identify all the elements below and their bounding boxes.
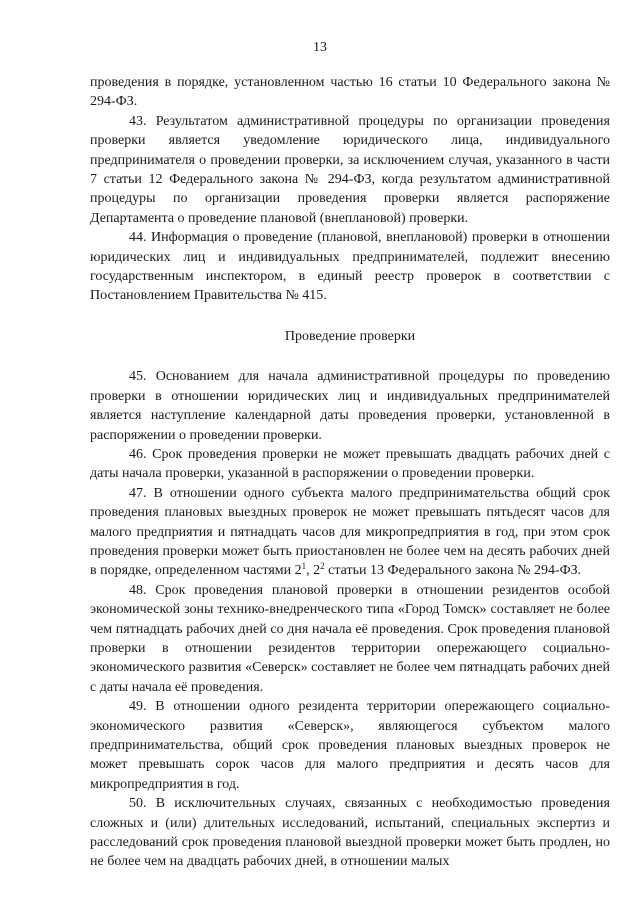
paragraph-47-part2: статьи 13 Федерального закона № 294-ФЗ.: [324, 563, 582, 579]
paragraph-continuation: проведения в порядке, установленном частью 16 статьи 10 Федерального закона № 294-ФЗ.: [90, 75, 610, 110]
superscript-1: 1: [301, 561, 307, 572]
paragraph-47-sep: , 2: [306, 563, 321, 579]
paragraph-46: 46. Срок проведения проверки не может превышать двадцать рабочих дней с даты начала проверки, указанной в распоряжении о проведении проверки.: [90, 446, 610, 482]
paragraph-44: 44. Информация о проведение (плановой, внеплановой) проверки в отношении юридических лиц и индивидуальных предпринимателей, подлежит внесению государственным инспектором, в единый реестр проверок в соответствии с Постановлением Правительства № 415.: [90, 230, 610, 304]
paragraph-49: 49. В отношении одного резидента территории опережающего социально-экономического развития «Северск», являющегося субъектом малого предпринимательства, общий срок проведения плановых выездных проверок не может превышать сорок часов для малого предприятия и десять часов для микропредприятия в год.: [90, 699, 610, 792]
paragraph-47-part1: 47. В отношении одного субъекта малого предпринимательства общий срок проведения плановых выездных проверок не может превышать пятьдесят часов для малого предприятия и пятнадцать часов для микропредприятия в год, при этом срок проведения проверки может быть приостановлен не более чем на десять рабочих дней в порядке, определенном частями 2: [90, 485, 610, 579]
paragraph-48: 48. Срок проведения плановой проверки в отношении резидентов особой экономической зоны технико-внедренческого типа «Город Томск» составляет не более чем пятнадцать рабочих дней со дня начала её проведения. Срок проведения плановой проверки в отношении резидентов территории опережающего социально-экономического развития «Северск» составляет не более чем пятнадцать рабочих дней с даты начала её проведения.: [90, 582, 610, 695]
paragraph-45: 45. Основанием для начала административной процедуры по проведению проверки в отношении юридических лиц и индивидуальных предпринимателей является наступление календарной даты проведения проверки, установленной в распоряжении о проведении проверки.: [90, 369, 610, 443]
page-number: 13: [313, 40, 327, 55]
superscript-2: 2: [320, 561, 325, 572]
document-body: [90, 73, 610, 872]
section-heading: Проведение проверки: [284, 328, 416, 344]
paragraph-43: 43. Результатом административной процедуры по организации проведения проверки является уведомление юридического лица, индивидуального предпринимателя о проведении проверки, за исключением случая, указанного в части 7 статьи 12 Федерального закона № 294-ФЗ, когда результатом административной процедуры по организации проведения проверки является распоряжение Департамента о проведение плановой (внеплановой) проверки.: [90, 113, 610, 226]
paragraph-50: 50. В исключительных случаях, связанных с необходимостью проведения сложных и (или) длительных исследований, испытаний, специальных экспертиз и расследований срок проведения плановой выездной проверки может быть продлен, но не более чем на двадцать рабочих дней, в отношении малых: [90, 796, 610, 870]
paragraph-47: [90, 484, 610, 581]
